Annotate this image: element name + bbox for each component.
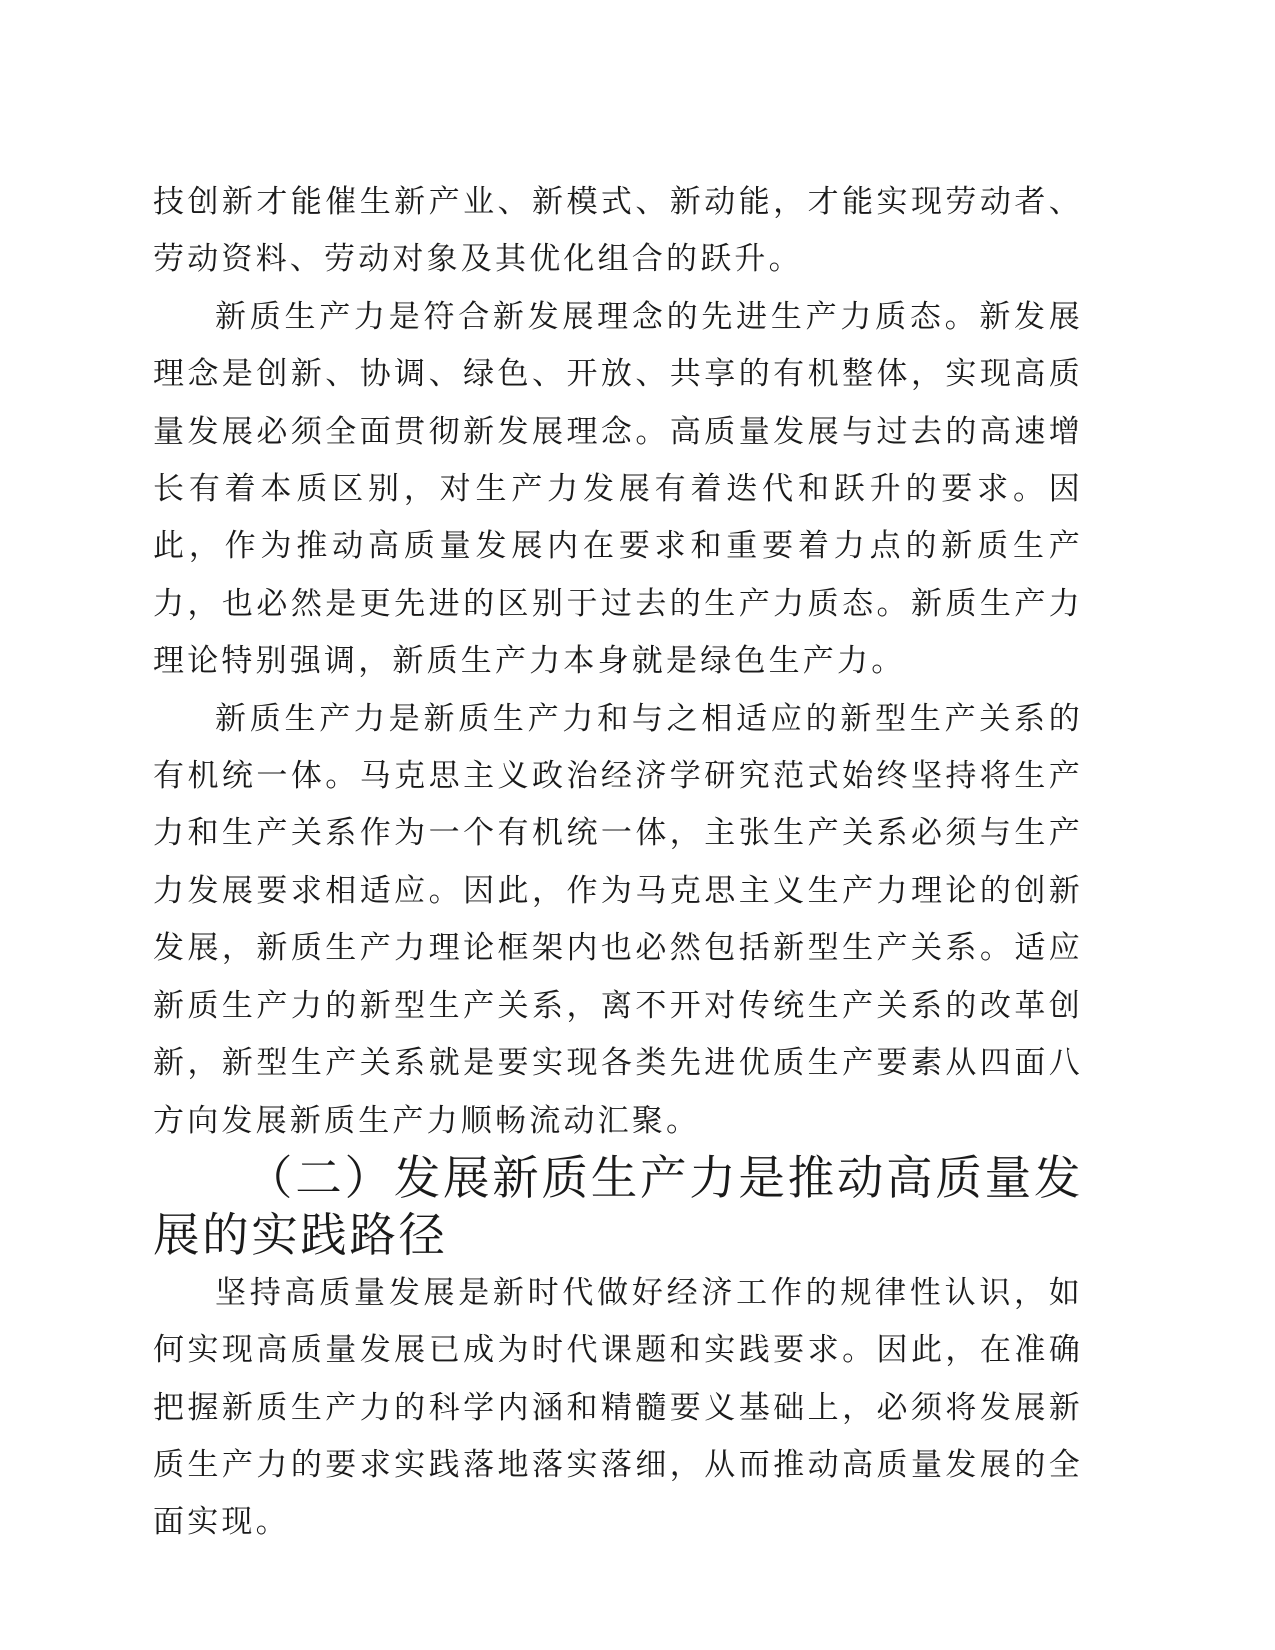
- paragraph-green-productivity: 新质生产力是符合新发展理念的先进生产力质态。新发展理念是创新、协调、绿色、开放、共享的有机整体，实现高质量发展必须全面贯彻新发展理念。高质量发展与过去的高速增长有着本质区别，对生产力发展有着迭代和跃升的要求。因此，作为推动高质量发展内在要求和重要着力点的新质生产力，也必然是更先进的区别于过去的生产力质态。新质生产力理论特别强调，新质生产力本身就是绿色生产力。: [153, 298, 1083, 680]
- paragraph-production-relations: 新质生产力是新质生产力和与之相适应的新型生产关系的有机统一体。马克思主义政治经济学研究范式始终坚持将生产力和生产关系作为一个有机统一体，主张生产关系必须与生产力发展要求相适应。因此，作为马克思主义生产力理论的创新发展，新质生产力理论框架内也必然包括新型生产关系。适应新质生产力的新型生产关系，离不开对传统生产关系的改革创新，新型生产关系就是要实现各类先进优质生产要素从四面八方向发展新质生产力顺畅流动汇聚。: [153, 700, 1083, 1139]
- paragraph-practice-path: 坚持高质量发展是新时代做好经济工作的规律性认识，如何实现高质量发展已成为时代课题和实践要求。因此，在准确把握新质生产力的科学内涵和精髓要义基础上，必须将发展新质生产力的要求实践落地落实落细，从而推动高质量发展的全面实现。: [153, 1274, 1083, 1541]
- document-body: [153, 174, 1083, 1552]
- section-heading: （二）发展新质生产力是推动高质量发展的实践路径: [153, 1150, 1083, 1263]
- paragraph-continued: 技创新才能催生新产业、新模式、新动能，才能实现劳动者、劳动资料、劳动对象及其优化组合的跃升。: [153, 184, 1083, 278]
